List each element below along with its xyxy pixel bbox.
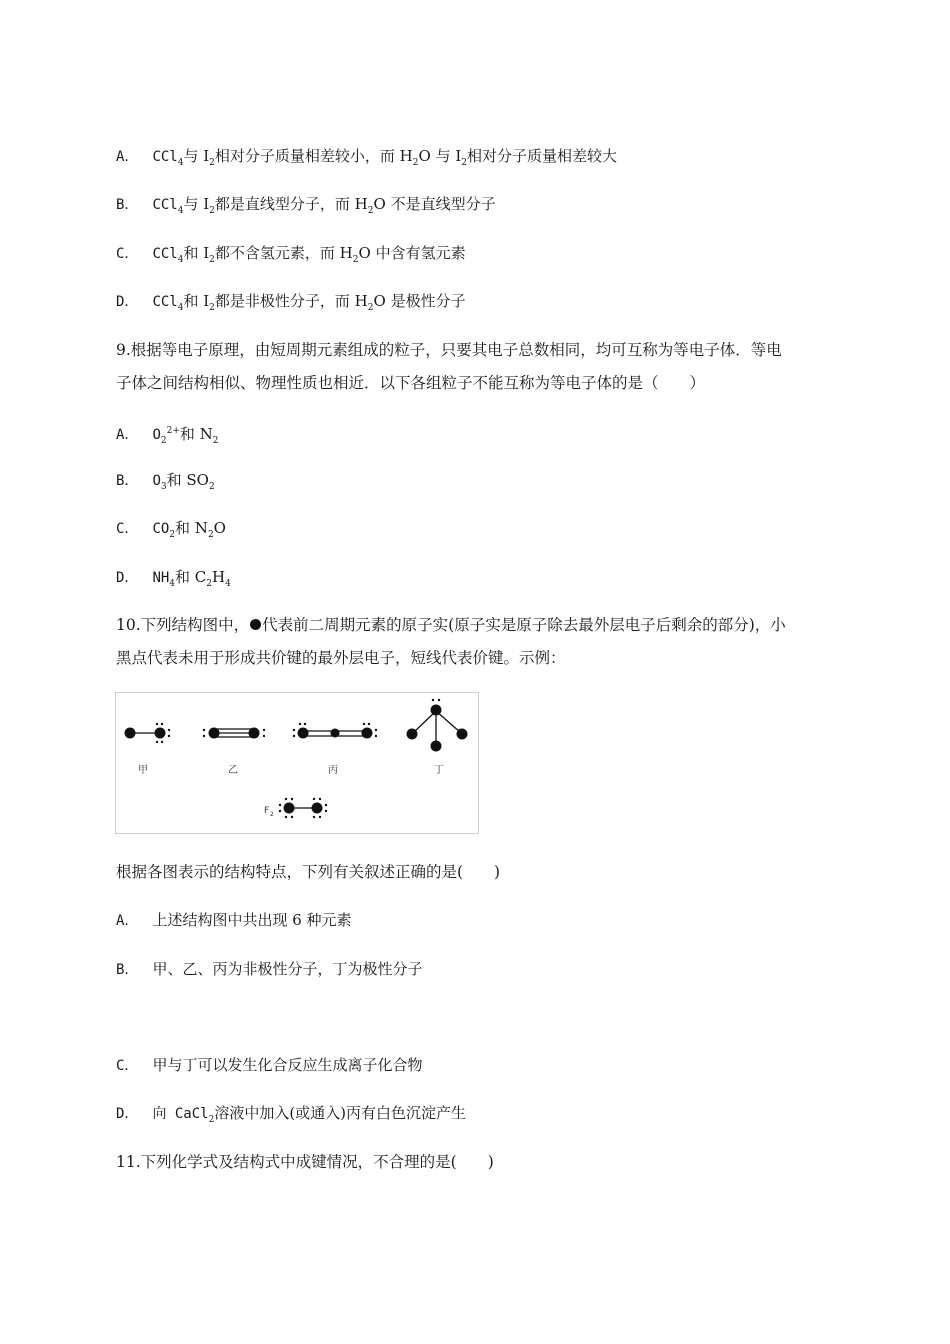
q11-stem: 11.下列化学式及结构式中成键情况，不合理的是( ) — [116, 1153, 494, 1171]
structure-diagram — [115, 692, 479, 834]
q9-option-c: C． $CO_2$和 $N_2O$ — [116, 519, 226, 540]
option-label: D． — [116, 294, 139, 310]
label-f2-sub: 2 — [270, 811, 274, 818]
option-label: D． — [116, 1106, 139, 1122]
q8-option-a: A． CCl$_4$与 $I_2$相对分子质量相差较小，而 $H_2O$ 与 $I_2$相对分子质量相差较大 — [116, 147, 618, 168]
q8-option-d: D． CCl$_4$和 $I_2$都是非极性分子，而 $H_2O$ 是极性分子 — [116, 292, 466, 313]
q8-option-c: C． CCl$_4$和 $I_2$都不含氢元素，而 $H_2O$ 中含有氢元素 — [116, 244, 466, 265]
label-f2: F — [264, 806, 270, 816]
structure-diagram-svg — [116, 693, 478, 833]
label-jia: 甲 — [138, 765, 148, 776]
atom-core-dot-icon — [250, 619, 261, 630]
structure-yi — [203, 728, 265, 739]
option-label: A． — [116, 427, 139, 443]
structure-ding — [407, 699, 468, 752]
q10-option-d: D． 向 CaCl$_2$溶液中加入(或通入)丙有白色沉淀产生 — [116, 1104, 467, 1125]
option-label: A． — [116, 913, 139, 929]
label-bing: 丙 — [328, 765, 338, 776]
option-label: C． — [116, 1058, 139, 1074]
q9-option-a: A． $O_2^{2+}$和 $N_2$ — [116, 425, 219, 446]
q8-option-b: B． CCl$_4$与 $I_2$都是直线型分子，而 $H_2O$ 不是直线型分子 — [116, 195, 496, 216]
q10-stem-line2: 黑点代表未用于形成共价键的最外层电子，短线代表价键。示例： — [116, 649, 566, 667]
q10-question: 根据各图表示的结构特点，下列有关叙述正确的是( ) — [116, 863, 501, 881]
option-label: A． — [116, 149, 139, 165]
label-ding: 丁 — [434, 765, 444, 776]
q9-option-d: D． $NH_4$和 $C_2H_4$ — [116, 568, 231, 589]
q9-option-b: B． $O_3$和 $SO_2$ — [116, 471, 215, 492]
structure-bing — [293, 723, 377, 739]
option-label: D． — [116, 570, 139, 586]
q9-stem-line2: 子体之间结构相似、物理性质也相近．以下各组粒子不能互称为等电子体的是（ ） — [116, 374, 706, 392]
q10-stem-line1: 10.下列结构图中， 代表前二周期元素的原子实(原子实是原子除去最外层电子后剩余的部分)，小 — [116, 616, 786, 634]
option-label: B． — [116, 473, 139, 489]
structure-jia — [125, 723, 171, 743]
q10-option-b: B． 甲、乙、丙为非极性分子，丁为极性分子 — [116, 960, 423, 978]
option-label: C． — [116, 246, 139, 262]
label-yi: 乙 — [228, 765, 238, 776]
q10-option-c: C． 甲与丁可以发生化合反应生成离子化合物 — [116, 1056, 423, 1074]
option-label: B． — [116, 197, 139, 213]
structure-f2 — [264, 798, 327, 818]
option-label: C． — [116, 521, 139, 537]
q10-option-a: A． 上述结构图中共出现 6 种元素 — [116, 911, 352, 929]
option-label: B． — [116, 962, 139, 978]
q9-stem-line1: 9.根据等电子原理，由短周期元素组成的粒子，只要其电子总数相同，均可互称为等电子体．等电 — [116, 341, 782, 359]
